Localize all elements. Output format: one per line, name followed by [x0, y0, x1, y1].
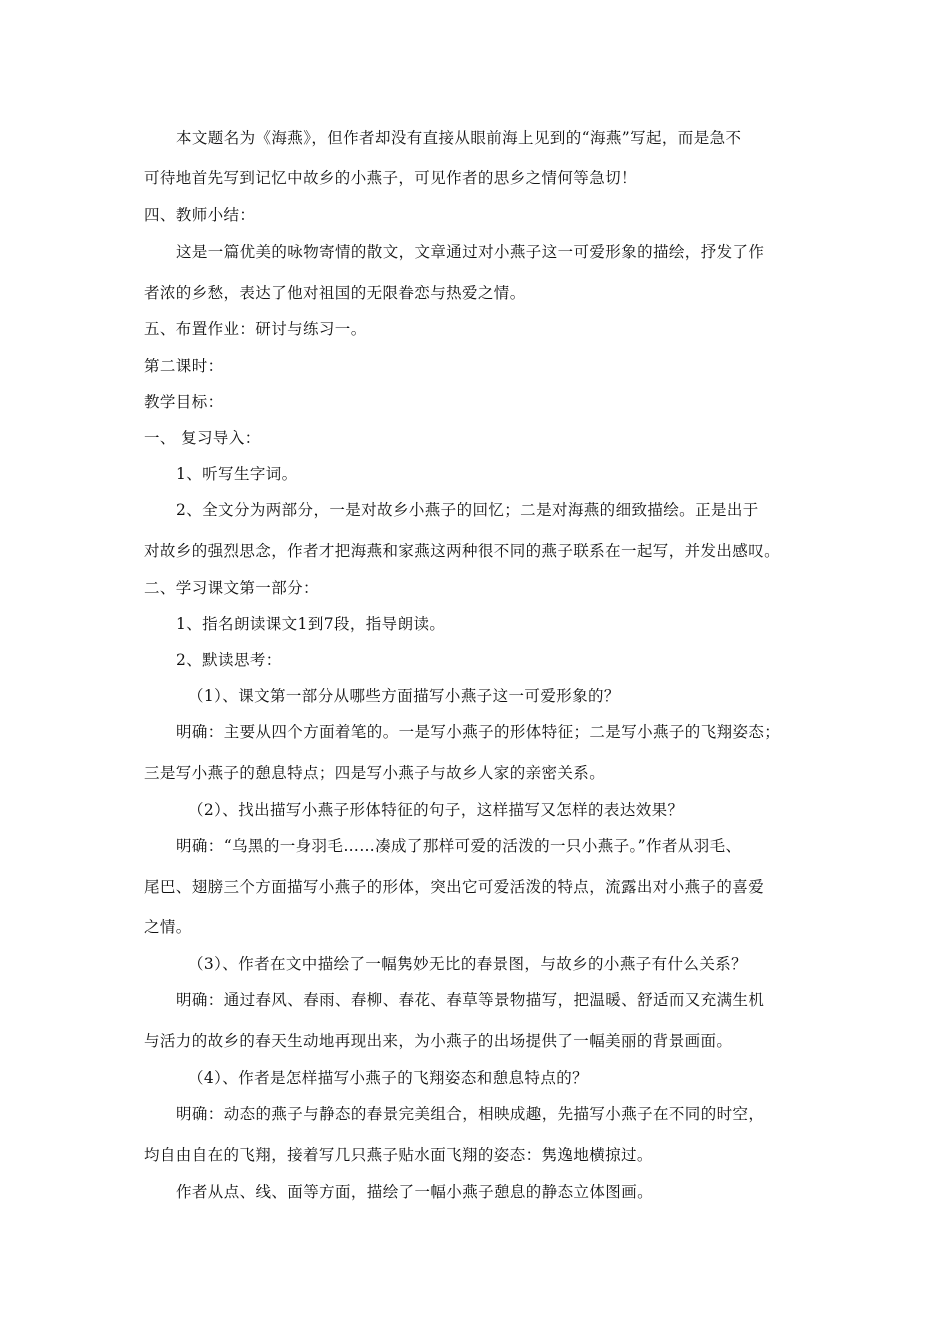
answer-line: 均自由自在的飞翔，接着写几只燕子贴水面飞翔的姿态：隽逸地横掠过。: [144, 1146, 653, 1164]
answer-line: 明确：“乌黑的一身羽毛……凑成了那样可爱的活泼的一只小燕子。”作者从羽毛、: [176, 837, 742, 855]
section-heading: 一、 复习导入：: [144, 429, 261, 447]
list-item: 1、指名朗读课文1到7段，指导朗读。: [176, 615, 446, 633]
question: （1）、课文第一部分从哪些方面描写小燕子这一可爱形象的？: [188, 687, 620, 705]
paragraph-line: 作者从点、线、面等方面，描绘了一幅小燕子憩息的静态立体图画。: [176, 1183, 654, 1201]
section-heading: 教学目标：: [144, 393, 224, 411]
answer-line: 与活力的故乡的春天生动地再现出来，为小燕子的出场提供了一幅美丽的背景画面。: [144, 1032, 733, 1050]
list-item: 2、默读思考：: [176, 651, 282, 669]
section-heading: 五、布置作业：研讨与练习一。: [144, 320, 367, 338]
answer-line: 之情。: [144, 918, 192, 936]
answer-line: 尾巴、翅膀三个方面描写小燕子的形体，突出它可爱活泼的特点，流露出对小燕子的喜爱: [144, 878, 765, 896]
question: （2）、找出描写小燕子形体特征的句子，这样描写又怎样的表达效果？: [188, 801, 684, 819]
section-heading: 第二课时：: [144, 357, 224, 375]
list-item: 2、全文分为两部分，一是对故乡小燕子的回忆；二是对海燕的细致描绘。正是出于: [176, 501, 759, 519]
section-heading: 四、教师小结：: [144, 206, 256, 224]
paragraph-line: 本文题名为《海燕》，但作者却没有直接从眼前海上见到的“海燕”写起，而是急不: [176, 129, 742, 147]
answer-line: 明确：主要从四个方面着笔的。一是写小燕子的形体特征；二是写小燕子的飞翔姿态；: [176, 723, 781, 741]
paragraph-line: 这是一篇优美的咏物寄情的散文，文章通过对小燕子这一可爱形象的描绘，抒发了作: [176, 243, 765, 261]
section-heading: 二、学习课文第一部分：: [144, 579, 319, 597]
answer-line: 明确：通过春风、春雨、春柳、春花、春草等景物描写，把温暖、舒适而又充满生机: [176, 991, 765, 1009]
paragraph-line: 者浓的乡愁，表达了他对祖国的无限眷恋与热爱之情。: [144, 284, 526, 302]
answer-line: 三是写小燕子的憩息特点；四是写小燕子与故乡人家的亲密关系。: [144, 764, 606, 782]
paragraph-line: 可待地首先写到记忆中故乡的小燕子，可见作者的思乡之情何等急切！: [144, 169, 637, 187]
list-item: 1、听写生字词。: [176, 465, 298, 483]
question: （4）、作者是怎样描写小燕子的飞翔姿态和憩息特点的？: [188, 1069, 589, 1087]
question: （3）、作者在文中描绘了一幅隽妙无比的春景图，与故乡的小燕子有什么关系？: [188, 955, 748, 973]
paragraph-line: 对故乡的强烈思念，作者才把海燕和家燕这两种很不同的燕子联系在一起写，并发出感叹。: [144, 542, 781, 560]
answer-line: 明确：动态的燕子与静态的春景完美组合，相映成趣，先描写小燕子在不同的时空，: [176, 1105, 765, 1123]
